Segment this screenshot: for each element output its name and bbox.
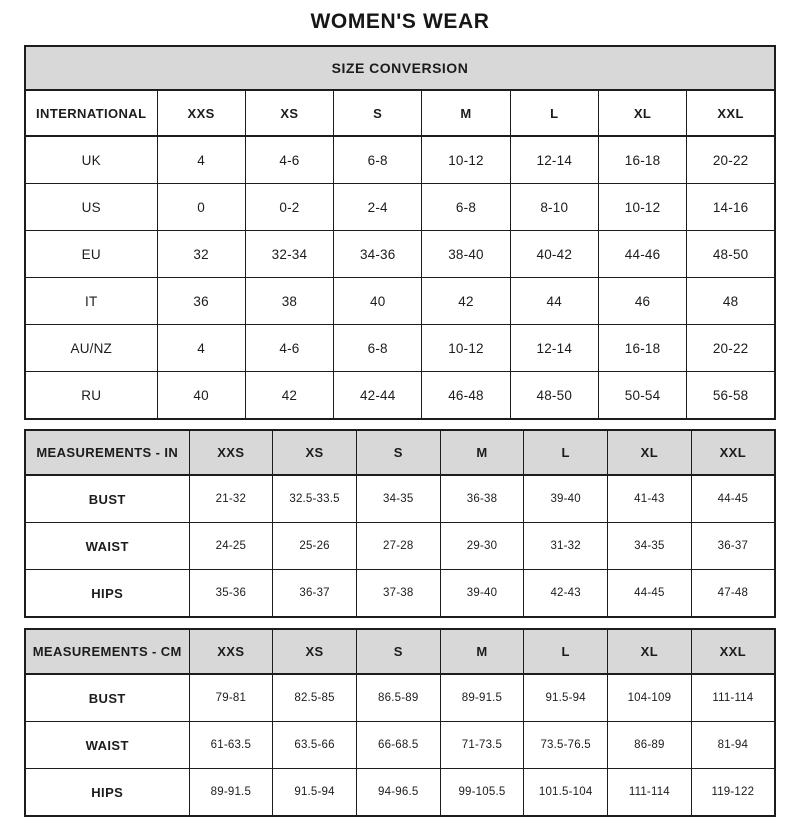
size-value: 38 xyxy=(245,278,333,325)
row-label: UK xyxy=(25,136,157,184)
measurement-value: 73.5-76.5 xyxy=(524,722,608,769)
measurement-value: 24-25 xyxy=(189,523,273,570)
size-value: 6-8 xyxy=(334,325,422,372)
size-value: 34-36 xyxy=(334,231,422,278)
col-header-m: M xyxy=(440,629,524,674)
size-conversion-table xyxy=(24,45,776,420)
row-label: IT xyxy=(25,278,157,325)
row-label: EU xyxy=(25,231,157,278)
measurements-cm-table xyxy=(24,628,776,817)
col-header-xl: XL xyxy=(598,90,686,136)
measurements-in-table xyxy=(24,429,776,618)
row-label: US xyxy=(25,184,157,231)
row-label: AU/NZ xyxy=(25,325,157,372)
col-header-xl: XL xyxy=(608,430,692,475)
table-row-eu xyxy=(25,231,775,278)
size-value: 32 xyxy=(157,231,245,278)
size-value: 42 xyxy=(245,372,333,420)
measurement-value: 111-114 xyxy=(608,769,692,817)
measurement-value: 79-81 xyxy=(189,674,273,722)
measurement-value: 34-35 xyxy=(608,523,692,570)
col-header-xl: XL xyxy=(608,629,692,674)
col-header-xxs: XXS xyxy=(157,90,245,136)
measurement-value: 25-26 xyxy=(273,523,357,570)
table-title: MEASUREMENTS - CM xyxy=(25,629,189,674)
col-header-s: S xyxy=(356,629,440,674)
size-value: 6-8 xyxy=(334,136,422,184)
table-row-bust xyxy=(25,674,775,722)
measurement-value: 99-105.5 xyxy=(440,769,524,817)
size-value: 2-4 xyxy=(334,184,422,231)
size-value: 4-6 xyxy=(245,136,333,184)
measurement-value: 104-109 xyxy=(608,674,692,722)
size-value: 0-2 xyxy=(245,184,333,231)
table-row-hips xyxy=(25,769,775,817)
measurement-value: 35-36 xyxy=(189,570,273,618)
size-value: 48-50 xyxy=(510,372,598,420)
measurement-value: 86.5-89 xyxy=(356,674,440,722)
measurement-value: 44-45 xyxy=(608,570,692,618)
measurement-value: 94-96.5 xyxy=(356,769,440,817)
measurement-value: 21-32 xyxy=(189,475,273,523)
size-value: 46 xyxy=(598,278,686,325)
size-value: 40 xyxy=(334,278,422,325)
measurement-value: 39-40 xyxy=(524,475,608,523)
col-header-xs: XS xyxy=(245,90,333,136)
row-label: HIPS xyxy=(25,769,189,817)
table-title: SIZE CONVERSION xyxy=(25,46,775,90)
measurement-value: 71-73.5 xyxy=(440,722,524,769)
table-title-row xyxy=(25,46,775,90)
size-value: 42-44 xyxy=(334,372,422,420)
size-value: 20-22 xyxy=(687,136,775,184)
measurement-value: 82.5-85 xyxy=(273,674,357,722)
size-value: 50-54 xyxy=(598,372,686,420)
size-value: 38-40 xyxy=(422,231,510,278)
measurement-value: 34-35 xyxy=(356,475,440,523)
measurement-value: 29-30 xyxy=(440,523,524,570)
measurement-value: 36-38 xyxy=(440,475,524,523)
measurement-value: 89-91.5 xyxy=(189,769,273,817)
col-header-l: L xyxy=(510,90,598,136)
measurement-value: 61-63.5 xyxy=(189,722,273,769)
size-value: 4 xyxy=(157,136,245,184)
measurement-value: 44-45 xyxy=(691,475,775,523)
measurement-value: 119-122 xyxy=(691,769,775,817)
table-row-waist xyxy=(25,722,775,769)
col-header-xxs: XXS xyxy=(189,430,273,475)
col-header-xxl: XXL xyxy=(691,629,775,674)
row-label: BUST xyxy=(25,475,189,523)
measurement-value: 36-37 xyxy=(273,570,357,618)
size-value: 10-12 xyxy=(422,325,510,372)
size-value: 8-10 xyxy=(510,184,598,231)
measurement-value: 86-89 xyxy=(608,722,692,769)
size-value: 44 xyxy=(510,278,598,325)
table-row-waist xyxy=(25,523,775,570)
size-value: 44-46 xyxy=(598,231,686,278)
table-row-it xyxy=(25,278,775,325)
table-title: MEASUREMENTS - IN xyxy=(25,430,189,475)
row-label: HIPS xyxy=(25,570,189,618)
table-header-row xyxy=(25,430,775,475)
size-value: 40 xyxy=(157,372,245,420)
measurement-value: 66-68.5 xyxy=(356,722,440,769)
size-value: 46-48 xyxy=(422,372,510,420)
measurement-value: 89-91.5 xyxy=(440,674,524,722)
size-value: 20-22 xyxy=(687,325,775,372)
col-header-xxs: XXS xyxy=(189,629,273,674)
col-header-l: L xyxy=(524,629,608,674)
size-value: 16-18 xyxy=(598,325,686,372)
col-header-xs: XS xyxy=(273,629,357,674)
size-value: 48 xyxy=(687,278,775,325)
col-header-l: L xyxy=(524,430,608,475)
measurement-value: 39-40 xyxy=(440,570,524,618)
measurement-value: 41-43 xyxy=(608,475,692,523)
measurement-value: 91.5-94 xyxy=(524,674,608,722)
size-value: 36 xyxy=(157,278,245,325)
col-header-xxl: XXL xyxy=(691,430,775,475)
table-row-hips xyxy=(25,570,775,618)
measurement-value: 37-38 xyxy=(356,570,440,618)
size-chart-sheet xyxy=(24,0,776,817)
col-header-m: M xyxy=(422,90,510,136)
row-label: WAIST xyxy=(25,722,189,769)
table-row-bust xyxy=(25,475,775,523)
measurement-value: 27-28 xyxy=(356,523,440,570)
table-row-uk xyxy=(25,136,775,184)
table-row-aunz xyxy=(25,325,775,372)
measurement-value: 111-114 xyxy=(691,674,775,722)
col-header-xs: XS xyxy=(273,430,357,475)
measurement-value: 31-32 xyxy=(524,523,608,570)
col-header-m: M xyxy=(440,430,524,475)
col-header-international: INTERNATIONAL xyxy=(25,90,157,136)
size-value: 4 xyxy=(157,325,245,372)
size-value: 12-14 xyxy=(510,325,598,372)
size-value: 12-14 xyxy=(510,136,598,184)
size-value: 10-12 xyxy=(422,136,510,184)
page-title: WOMEN'S WEAR xyxy=(310,10,490,33)
col-header-xxl: XXL xyxy=(687,90,775,136)
row-label: BUST xyxy=(25,674,189,722)
measurement-value: 36-37 xyxy=(691,523,775,570)
measurement-value: 101.5-104 xyxy=(524,769,608,817)
measurement-value: 32.5-33.5 xyxy=(273,475,357,523)
table-row-us xyxy=(25,184,775,231)
size-value: 6-8 xyxy=(422,184,510,231)
size-value: 16-18 xyxy=(598,136,686,184)
size-value: 14-16 xyxy=(687,184,775,231)
size-value: 0 xyxy=(157,184,245,231)
size-value: 10-12 xyxy=(598,184,686,231)
measurement-value: 47-48 xyxy=(691,570,775,618)
size-value: 4-6 xyxy=(245,325,333,372)
col-header-s: S xyxy=(356,430,440,475)
size-value: 48-50 xyxy=(687,231,775,278)
size-value: 56-58 xyxy=(687,372,775,420)
table-header-row xyxy=(25,629,775,674)
measurement-value: 91.5-94 xyxy=(273,769,357,817)
size-value: 40-42 xyxy=(510,231,598,278)
size-value: 32-34 xyxy=(245,231,333,278)
col-header-s: S xyxy=(334,90,422,136)
measurement-value: 81-94 xyxy=(691,722,775,769)
measurement-value: 42-43 xyxy=(524,570,608,618)
row-label: RU xyxy=(25,372,157,420)
table-row-ru xyxy=(25,372,775,420)
measurement-value: 63.5-66 xyxy=(273,722,357,769)
table-header-row xyxy=(25,90,775,136)
size-value: 42 xyxy=(422,278,510,325)
row-label: WAIST xyxy=(25,523,189,570)
